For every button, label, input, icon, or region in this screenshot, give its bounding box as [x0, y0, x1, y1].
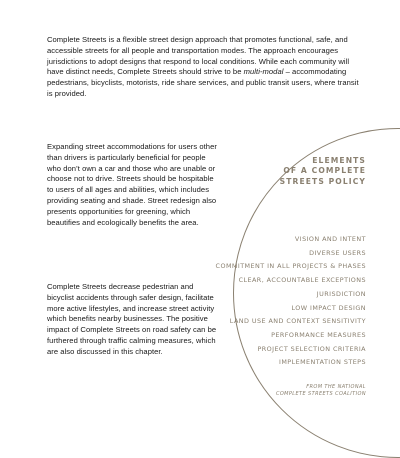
policy-item: LOW IMPACT DESIGN	[291, 303, 366, 312]
policy-title-line-3: STREETS POLICY	[279, 176, 366, 186]
policy-item: PROJECT SELECTION CRITERIA	[257, 344, 366, 353]
policy-item: VISION AND INTENT	[294, 235, 366, 243]
policy-item: JURISDICTION	[316, 289, 366, 298]
intro-text-end: – accommodating pedestrians, bicyclists, motorists, ride share services, and public transit users, where transit is provided.	[47, 67, 359, 98]
policy-item: IMPLEMENTATION STEPS	[278, 358, 366, 367]
source-credit-line-2: COMPLETE STREETS COALITION	[275, 390, 366, 397]
source-credit-line-1: FROM THE NATIONAL	[306, 384, 366, 390]
policy-item: PERFORMANCE MEASURES	[271, 330, 366, 339]
policy-item: CLEAR, ACCOUNTABLE EXCEPTIONS	[238, 276, 366, 285]
intro-text-start: Complete Streets is a flexible street design approach that promotes functional, safe, and accessible streets for all people and transportation modes. The approach encourages jurisdictions to adopt designs that respond to local conditions. While each community will have distinct needs, Complete Streets should strive to be	[47, 35, 350, 77]
policy-title-line-2: OF A COMPLETE	[283, 166, 366, 176]
intro-paragraph	[47, 35, 365, 100]
accommodations-paragraph: Expanding street accommodations for users other than drivers is particularly beneficial for people who don’t own a car and those who are unable or choose not to drive. Streets should be hospitable to users of all ages and abilities, which includes providing seating and shade. Street redesign also presents opportunities for greening, which beautifies and ecologically benefits the area.	[47, 142, 217, 227]
policy-item: COMMITMENT IN ALL PROJECTS & PHASES	[215, 262, 366, 271]
policy-item: DIVERSE USERS	[309, 248, 366, 257]
intro-emphasis: multi-modal	[243, 67, 284, 77]
source-credit	[276, 384, 366, 397]
policy-sidebar-title	[280, 156, 366, 187]
safety-paragraph: Complete Streets decrease pedestrian and bicyclist accidents through safer design, facilitate more active lifestyles, and increase street activity which benefits nearby businesses. The positive impact of Complete Streets on road safety can be furthered through traffic calming measures, which are also discussed in this chapter.	[47, 282, 217, 356]
policy-title-line-1: ELEMENTS	[312, 156, 366, 165]
policy-item: LAND USE AND CONTEXT SENSITIVITY	[229, 317, 366, 326]
policy-elements-list	[216, 233, 366, 370]
